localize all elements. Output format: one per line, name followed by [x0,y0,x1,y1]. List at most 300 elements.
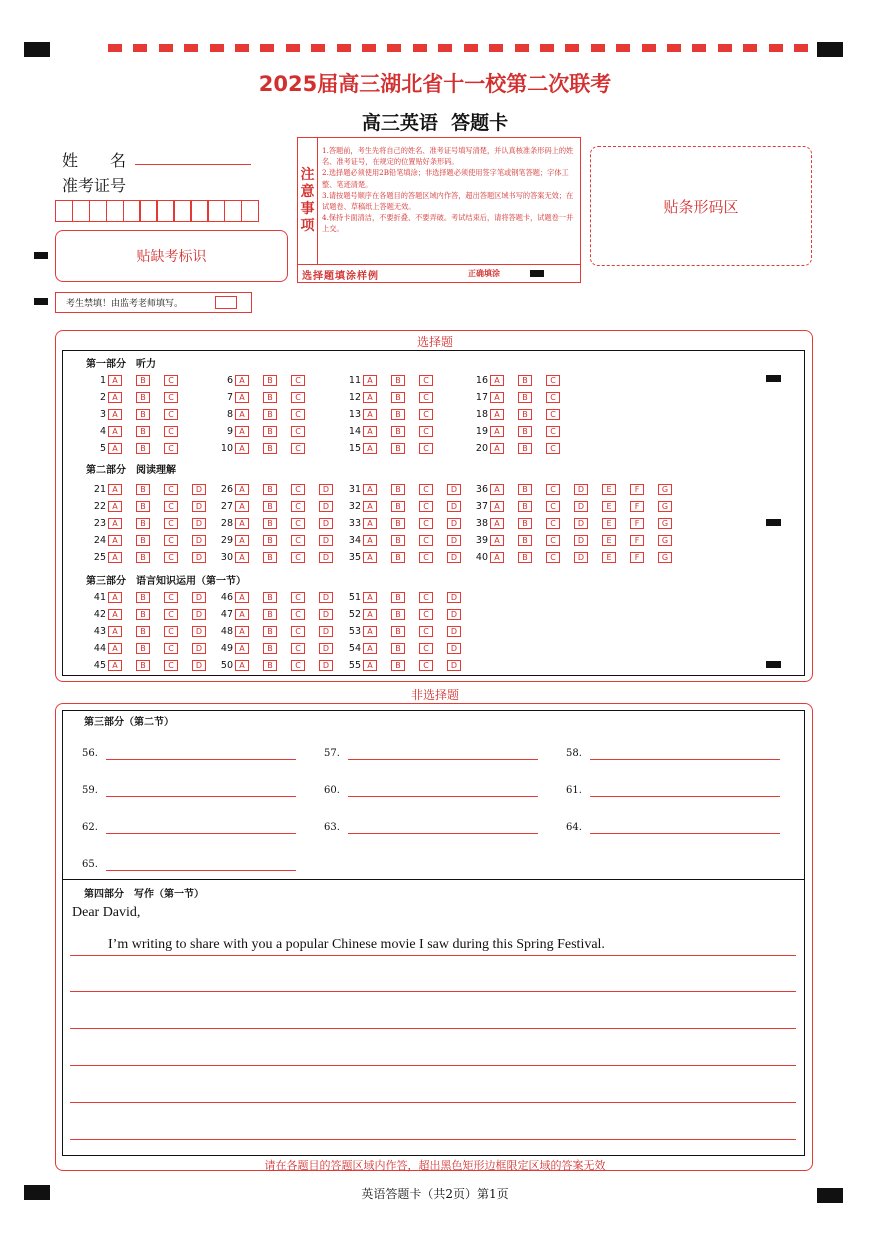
question-row-34 [341,535,475,547]
answer-bubble-15-c[interactable]: C [419,443,433,454]
answer-bubble-14-c[interactable]: C [419,426,433,437]
answer-bubble-48-b[interactable]: B [263,626,277,637]
answer-bubble-15-a[interactable]: A [363,443,377,454]
instruction-item: 4.保持卡面清洁，不要折叠、不要弄破。考试结束后，请将答题卡，试题卷一并上交。 [322,213,574,234]
answer-bubble-31-b[interactable]: B [391,484,405,495]
answer-bubble-21-b[interactable]: B [136,484,150,495]
answer-bubble-14-b[interactable]: B [391,426,405,437]
answer-bubble-9-c[interactable]: C [291,426,305,437]
instructions-list [322,145,578,235]
answer-bubble-51-c[interactable]: C [419,592,433,603]
writing-line[interactable] [70,1139,796,1140]
answer-bubble-43-b[interactable]: B [136,626,150,637]
answer-bubble-1-b[interactable]: B [136,375,150,386]
answer-bubble-20-b[interactable]: B [518,443,532,454]
answer-bubble-35-b[interactable]: B [391,552,405,563]
answer-bubble-34-c[interactable]: C [419,535,433,546]
answer-bubble-49-a[interactable]: A [235,643,249,654]
question-number: 15 [348,443,361,455]
writing-line[interactable] [70,955,796,956]
question-row-8 [213,408,319,420]
blank-62[interactable]: 62. [82,822,98,833]
name-input-line[interactable] [135,164,251,165]
answer-bubble-22-c[interactable]: C [164,501,178,512]
question-row-13 [341,408,447,420]
answer-bubble-49-d[interactable]: D [319,643,333,654]
answer-bubble-47-b[interactable]: B [263,609,277,620]
blank-59[interactable]: 59. [82,785,98,796]
answer-bubble-37-g[interactable]: G [658,501,672,512]
answer-bubble-7-b[interactable]: B [263,392,277,403]
answer-bubble-22-a[interactable]: A [108,501,122,512]
blank-64[interactable]: 64. [566,822,582,833]
question-number: 21 [93,483,106,495]
answer-bubble-32-c[interactable]: C [419,501,433,512]
answer-bubble-16-a[interactable]: A [490,375,504,386]
answer-bubble-28-d[interactable]: D [319,518,333,529]
writing-line[interactable] [70,1028,796,1029]
answer-bubble-38-f[interactable]: F [630,518,644,529]
part3b-title: 第三部分（第二节） [84,717,174,728]
answer-bubble-18-b[interactable]: B [518,409,532,420]
answer-bubble-25-b[interactable]: B [136,552,150,563]
answer-bubble-4-c[interactable]: C [164,426,178,437]
answer-bubble-39-e[interactable]: E [602,535,616,546]
answer-bubble-9-a[interactable]: A [235,426,249,437]
question-number: 39 [475,535,488,547]
answer-bubble-19-a[interactable]: A [490,426,504,437]
question-number: 5 [99,443,106,455]
answer-bubble-30-c[interactable]: C [291,552,305,563]
answer-bubble-35-c[interactable]: C [419,552,433,563]
answer-bubble-38-e[interactable]: E [602,518,616,529]
answer-bubble-37-e[interactable]: E [602,501,616,512]
question-number: 48 [220,625,233,637]
answer-bubble-41-c[interactable]: C [164,592,178,603]
answer-bubble-22-b[interactable]: B [136,501,150,512]
writing-line[interactable] [70,1065,796,1066]
side-marker-1 [34,252,48,259]
answer-bubble-3-b[interactable]: B [136,409,150,420]
answer-bubble-40-c[interactable]: C [546,552,560,563]
answer-bubble-17-b[interactable]: B [518,392,532,403]
answer-bubble-55-b[interactable]: B [391,660,405,671]
answer-bubble-1-c[interactable]: C [164,375,178,386]
question-number: 23 [93,517,106,529]
section-divider [62,879,805,880]
answer-bubble-29-c[interactable]: C [291,535,305,546]
answer-bubble-36-e[interactable]: E [602,484,616,495]
answer-bubble-47-a[interactable]: A [235,609,249,620]
blank-57[interactable]: 57. [324,748,340,759]
answer-bubble-29-d[interactable]: D [319,535,333,546]
answer-bubble-13-b[interactable]: B [391,409,405,420]
answer-bubble-23-c[interactable]: C [164,518,178,529]
question-number: 19 [475,426,488,438]
question-number: 20 [475,443,488,455]
answer-bubble-49-c[interactable]: C [291,643,305,654]
answer-bubble-37-d[interactable]: D [574,501,588,512]
answer-bubble-5-b[interactable]: B [136,443,150,454]
answer-bubble-37-a[interactable]: A [490,501,504,512]
answer-bubble-2-a[interactable]: A [108,392,122,403]
answer-bubble-23-d[interactable]: D [192,518,206,529]
choice-section-label: 选择题 [416,335,453,349]
exam-id-grid[interactable] [55,200,258,222]
answer-bubble-12-c[interactable]: C [419,392,433,403]
answer-bubble-49-b[interactable]: B [263,643,277,654]
answer-bubble-40-f[interactable]: F [630,552,644,563]
question-row-24 [86,535,220,547]
answer-bubble-52-b[interactable]: B [391,609,405,620]
answer-bubble-32-d[interactable]: D [447,501,461,512]
question-row-20 [468,443,574,455]
answer-bubble-18-c[interactable]: C [546,409,560,420]
question-row-50 [213,660,347,672]
answer-bubble-28-a[interactable]: A [235,518,249,529]
answer-bubble-55-d[interactable]: D [447,660,461,671]
answer-bubble-45-a[interactable]: A [108,660,122,671]
question-row-29 [213,535,347,547]
answer-bubble-21-c[interactable]: C [164,484,178,495]
answer-bubble-17-a[interactable]: A [490,392,504,403]
answer-bubble-27-d[interactable]: D [319,501,333,512]
answer-bubble-51-d[interactable]: D [447,592,461,603]
answer-bubble-24-d[interactable]: D [192,535,206,546]
answer-bubble-20-c[interactable]: C [546,443,560,454]
answer-bubble-16-c[interactable]: C [546,375,560,386]
answer-bubble-52-c[interactable]: C [419,609,433,620]
answer-bubble-39-b[interactable]: B [518,535,532,546]
question-number: 38 [475,517,488,529]
answer-bubble-39-a[interactable]: A [490,535,504,546]
answer-bubble-38-d[interactable]: D [574,518,588,529]
answer-bubble-43-d[interactable]: D [192,626,206,637]
answer-bubble-8-c[interactable]: C [291,409,305,420]
answer-bubble-8-a[interactable]: A [235,409,249,420]
answer-bubble-40-g[interactable]: G [658,552,672,563]
answer-bubble-27-c[interactable]: C [291,501,305,512]
blank-65[interactable]: 65. [82,859,98,870]
answer-bubble-36-c[interactable]: C [546,484,560,495]
answer-bubble-34-d[interactable]: D [447,535,461,546]
answer-bubble-27-b[interactable]: B [263,501,277,512]
answer-bubble-39-f[interactable]: F [630,535,644,546]
answer-bubble-55-c[interactable]: C [419,660,433,671]
answer-bubble-31-d[interactable]: D [447,484,461,495]
answer-bubble-50-b[interactable]: B [263,660,277,671]
answer-bubble-52-d[interactable]: D [447,609,461,620]
answer-bubble-44-d[interactable]: D [192,643,206,654]
answer-bubble-41-b[interactable]: B [136,592,150,603]
instructions-box [297,137,581,283]
answer-bubble-48-a[interactable]: A [235,626,249,637]
answer-bubble-42-c[interactable]: C [164,609,178,620]
question-number: 27 [220,500,233,512]
question-number: 51 [348,591,361,603]
answer-bubble-46-d[interactable]: D [319,592,333,603]
answer-bubble-31-c[interactable]: C [419,484,433,495]
answer-bubble-15-b[interactable]: B [391,443,405,454]
answer-bubble-50-a[interactable]: A [235,660,249,671]
answer-bubble-54-c[interactable]: C [419,643,433,654]
answer-bubble-31-a[interactable]: A [363,484,377,495]
answer-bubble-24-a[interactable]: A [108,535,122,546]
answer-bubble-6-b[interactable]: B [263,375,277,386]
blank-60[interactable]: 60. [324,785,340,796]
answer-bubble-11-b[interactable]: B [391,375,405,386]
answer-bubble-48-c[interactable]: C [291,626,305,637]
answer-bubble-21-a[interactable]: A [108,484,122,495]
answer-bubble-33-d[interactable]: D [447,518,461,529]
answer-bubble-2-b[interactable]: B [136,392,150,403]
answer-bubble-40-a[interactable]: A [490,552,504,563]
question-number: 3 [99,408,106,420]
answer-bubble-29-a[interactable]: A [235,535,249,546]
writing-line[interactable] [70,991,796,992]
answer-bubble-9-b[interactable]: B [263,426,277,437]
answer-bubble-44-c[interactable]: C [164,643,178,654]
answer-bubble-47-c[interactable]: C [291,609,305,620]
answer-bubble-53-b[interactable]: B [391,626,405,637]
answer-bubble-36-g[interactable]: G [658,484,672,495]
question-row-33 [341,517,475,529]
answer-bubble-41-d[interactable]: D [192,592,206,603]
answer-bubble-41-a[interactable]: A [108,592,122,603]
answer-bubble-45-b[interactable]: B [136,660,150,671]
question-row-35 [341,552,475,564]
part2-title: 第二部分 阅读理解 [86,465,176,476]
question-row-12 [341,391,447,403]
instruction-item: 3.请按题号顺序在各题目的答题区域内作答，超出答题区域书写的答案无效；在试题卷、草稿纸上答题无效。 [322,190,574,212]
question-row-9 [213,426,319,438]
question-number: 37 [475,500,488,512]
blank-63[interactable]: 63. [324,822,340,833]
answer-bubble-26-c[interactable]: C [291,484,305,495]
question-number: 17 [475,391,488,403]
answer-bubble-36-f[interactable]: F [630,484,644,495]
answer-bubble-35-a[interactable]: A [363,552,377,563]
question-number: 41 [93,591,106,603]
answer-bubble-44-b[interactable]: B [136,643,150,654]
question-row-54 [341,643,475,655]
answer-bubble-43-a[interactable]: A [108,626,122,637]
part3-title: 第三部分 语言知识运用（第一节） [86,576,246,587]
answer-bubble-40-e[interactable]: E [602,552,616,563]
answer-bubble-32-a[interactable]: A [363,501,377,512]
answer-bubble-34-a[interactable]: A [363,535,377,546]
writing-line[interactable] [70,1102,796,1103]
question-number: 53 [348,625,361,637]
answer-bubble-40-d[interactable]: D [574,552,588,563]
answer-bubble-6-a[interactable]: A [235,375,249,386]
question-row-26 [213,483,347,495]
answer-bubble-33-b[interactable]: B [391,518,405,529]
answer-bubble-30-b[interactable]: B [263,552,277,563]
answer-bubble-8-b[interactable]: B [263,409,277,420]
question-number: 44 [93,643,106,655]
answer-bubble-12-b[interactable]: B [391,392,405,403]
question-number: 52 [348,608,361,620]
answer-bubble-19-c[interactable]: C [546,426,560,437]
answer-bubble-34-b[interactable]: B [391,535,405,546]
answer-bubble-53-a[interactable]: A [363,626,377,637]
answer-bubble-46-c[interactable]: C [291,592,305,603]
question-row-19 [468,426,574,438]
answer-bubble-37-c[interactable]: C [546,501,560,512]
answer-bubble-17-c[interactable]: C [546,392,560,403]
question-row-36 [468,483,686,495]
answer-bubble-38-g[interactable]: G [658,518,672,529]
question-number: 4 [99,426,106,438]
answer-bubble-25-a[interactable]: A [108,552,122,563]
answer-bubble-1-a[interactable]: A [108,375,122,386]
blank-61[interactable]: 61. [566,785,582,796]
answer-bubble-3-a[interactable]: A [108,409,122,420]
answer-bubble-2-c[interactable]: C [164,392,178,403]
answer-bubble-46-a[interactable]: A [235,592,249,603]
answer-bubble-50-c[interactable]: C [291,660,305,671]
answer-bubble-26-a[interactable]: A [235,484,249,495]
answer-bubble-52-a[interactable]: A [363,609,377,620]
correct-fill-label: 正确填涂 [468,269,500,278]
answer-bubble-55-a[interactable]: A [363,660,377,671]
answer-bubble-46-b[interactable]: B [263,592,277,603]
answer-bubble-13-c[interactable]: C [419,409,433,420]
question-number: 30 [220,552,233,564]
instruction-item: 2.选择题必须使用2B铅笔填涂；非选择题必须使用签字笔或钢笔答题；字体工整、笔迹清楚。 [322,168,569,189]
answer-bubble-38-b[interactable]: B [518,518,532,529]
answer-bubble-42-d[interactable]: D [192,609,206,620]
answer-bubble-3-c[interactable]: C [164,409,178,420]
question-row-15 [341,443,447,455]
question-number: 50 [220,660,233,672]
answer-bubble-33-c[interactable]: C [419,518,433,529]
answer-bubble-25-d[interactable]: D [192,552,206,563]
answer-bubble-20-a[interactable]: A [490,443,504,454]
answer-bubble-6-c[interactable]: C [291,375,305,386]
answer-bubble-36-b[interactable]: B [518,484,532,495]
answer-bubble-28-c[interactable]: C [291,518,305,529]
side-marker-2 [34,298,48,305]
blank-56[interactable]: 56. [82,748,98,759]
question-number: 25 [93,552,106,564]
answer-bubble-27-a[interactable]: A [235,501,249,512]
fill-sample-label: 选择题填涂样例 [302,271,379,282]
answer-bubble-21-d[interactable]: D [192,484,206,495]
answer-bubble-51-b[interactable]: B [391,592,405,603]
answer-bubble-38-a[interactable]: A [490,518,504,529]
answer-bubble-10-a[interactable]: A [235,443,249,454]
answer-bubble-40-b[interactable]: B [518,552,532,563]
answer-bubble-54-d[interactable]: D [447,643,461,654]
question-number: 7 [226,391,233,403]
answer-bubble-33-a[interactable]: A [363,518,377,529]
answer-bubble-42-a[interactable]: A [108,609,122,620]
answer-bubble-4-a[interactable]: A [108,426,122,437]
answer-bubble-13-a[interactable]: A [363,409,377,420]
proctor-checkbox[interactable] [215,296,237,309]
answer-bubble-39-d[interactable]: D [574,535,588,546]
answer-bubble-36-d[interactable]: D [574,484,588,495]
answer-bubble-18-a[interactable]: A [490,409,504,420]
answer-bubble-22-d[interactable]: D [192,501,206,512]
row-marker-3 [766,661,781,668]
answer-bubble-48-d[interactable]: D [319,626,333,637]
answer-bubble-5-c[interactable]: C [164,443,178,454]
answer-bubble-24-c[interactable]: C [164,535,178,546]
question-number: 31 [348,483,361,495]
answer-bubble-25-c[interactable]: C [164,552,178,563]
answer-bubble-10-b[interactable]: B [263,443,277,454]
answer-bubble-7-a[interactable]: A [235,392,249,403]
answer-bubble-30-a[interactable]: A [235,552,249,563]
answer-bubble-11-a[interactable]: A [363,375,377,386]
blank-58[interactable]: 58. [566,748,582,759]
answer-bubble-45-c[interactable]: C [164,660,178,671]
answer-bubble-44-a[interactable]: A [108,643,122,654]
answer-bubble-23-b[interactable]: B [136,518,150,529]
answer-bubble-53-c[interactable]: C [419,626,433,637]
answer-bubble-47-d[interactable]: D [319,609,333,620]
answer-bubble-26-d[interactable]: D [319,484,333,495]
question-row-4 [86,426,192,438]
answer-bubble-43-c[interactable]: C [164,626,178,637]
question-row-49 [213,643,347,655]
answer-bubble-23-a[interactable]: A [108,518,122,529]
question-row-5 [86,443,192,455]
answer-bubble-10-c[interactable]: C [291,443,305,454]
nonchoice-section-label: 非选择题 [410,688,459,702]
exam-id-label: 准考证号 [62,176,127,195]
answer-bubble-39-g[interactable]: G [658,535,672,546]
question-row-41 [86,591,220,603]
question-number: 47 [220,608,233,620]
answer-bubble-26-b[interactable]: B [263,484,277,495]
answer-bubble-42-b[interactable]: B [136,609,150,620]
answer-bubble-53-d[interactable]: D [447,626,461,637]
question-row-51 [341,591,475,603]
question-row-38 [468,517,686,529]
answer-bubble-24-b[interactable]: B [136,535,150,546]
answer-bubble-28-b[interactable]: B [263,518,277,529]
answer-bubble-39-c[interactable]: C [546,535,560,546]
answer-bubble-12-a[interactable]: A [363,392,377,403]
answer-bubble-30-d[interactable]: D [319,552,333,563]
answer-bubble-37-f[interactable]: F [630,501,644,512]
answer-bubble-54-b[interactable]: B [391,643,405,654]
answer-bubble-19-b[interactable]: B [518,426,532,437]
answer-bubble-14-a[interactable]: A [363,426,377,437]
answer-bubble-37-b[interactable]: B [518,501,532,512]
answer-bubble-35-d[interactable]: D [447,552,461,563]
answer-bubble-32-b[interactable]: B [391,501,405,512]
answer-bubble-4-b[interactable]: B [136,426,150,437]
question-row-25 [86,552,220,564]
answer-bubble-36-a[interactable]: A [490,484,504,495]
question-row-21 [86,483,220,495]
answer-bubble-7-c[interactable]: C [291,392,305,403]
answer-bubble-16-b[interactable]: B [518,375,532,386]
answer-bubble-11-c[interactable]: C [419,375,433,386]
answer-bubble-5-a[interactable]: A [108,443,122,454]
answer-bubble-38-c[interactable]: C [546,518,560,529]
answer-bubble-50-d[interactable]: D [319,660,333,671]
answer-bubble-29-b[interactable]: B [263,535,277,546]
answer-bubble-54-a[interactable]: A [363,643,377,654]
answer-bubble-45-d[interactable]: D [192,660,206,671]
answer-bubble-51-a[interactable]: A [363,592,377,603]
